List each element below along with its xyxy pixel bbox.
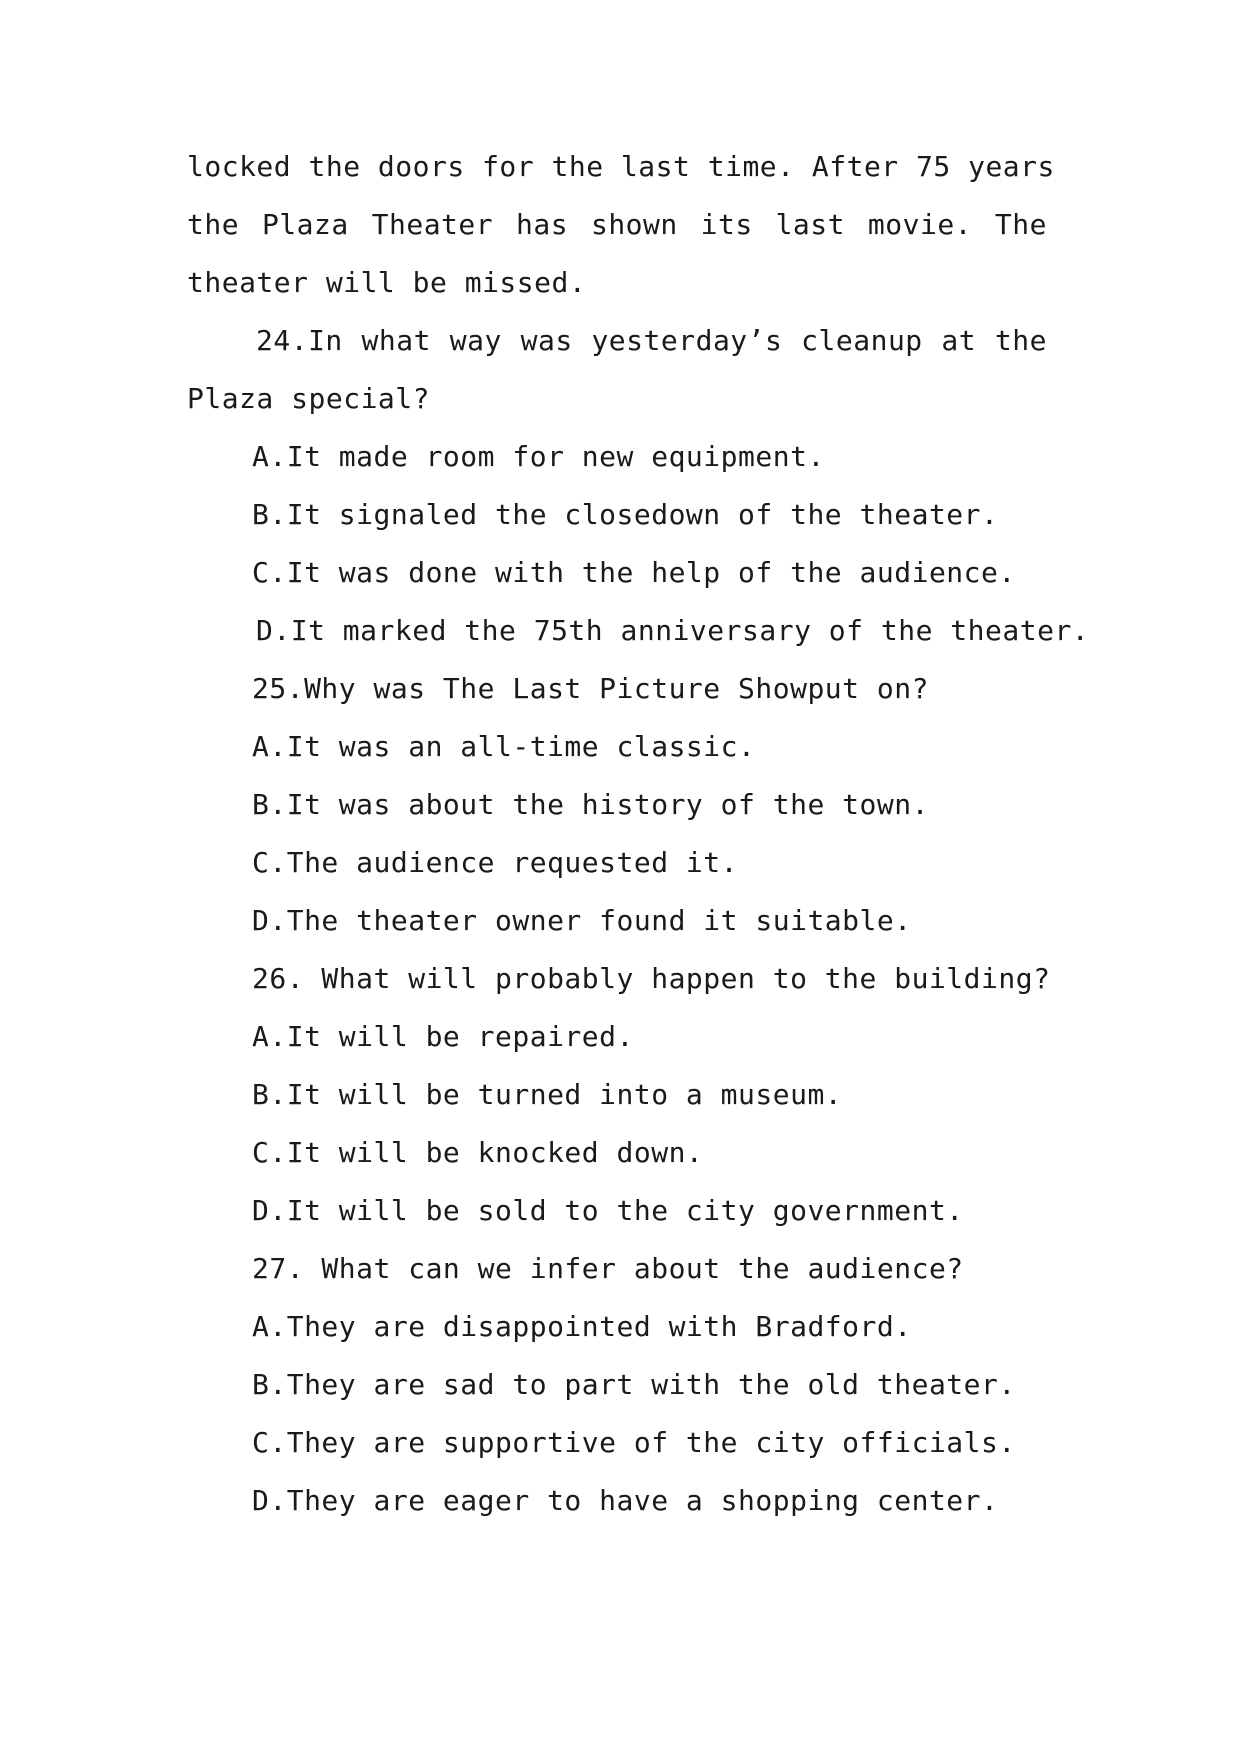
passage-line: the Plaza Theater has shown its last movie. The [187,208,1047,241]
question-24-option-b: B.It signaled the closedown of the theater. [252,498,999,531]
question-25-option-b: B.It was about the history of the town. [252,788,929,821]
passage-line: locked the doors for the last time. After 75 years [187,150,1055,183]
question-26-option-c: C.It will be knocked down. [252,1136,704,1169]
question-26-option-b: B.It will be turned into a museum. [252,1078,843,1111]
question-25-stem: 25.Why was The Last Picture Showput on? [252,672,929,705]
question-25-option-a: A.It was an all-time classic. [252,730,756,763]
question-27-stem: 27. What can we infer about the audience? [252,1252,964,1285]
question-26-option-a: A.It will be repaired. [252,1020,634,1053]
question-24-option-c: C.It was done with the help of the audience. [252,556,1016,589]
question-25-option-d: D.The theater owner found it suitable. [252,904,912,937]
question-25-option-c: C.The audience requested it. [252,846,739,879]
question-27-option-c: C.They are supportive of the city officials. [252,1426,1016,1459]
question-26-option-d: D.It will be sold to the city government. [252,1194,964,1227]
question-26-stem: 26. What will probably happen to the building? [252,962,1051,995]
question-24-option-d: D.It marked the 75th anniversary of the theater. [256,614,1090,647]
question-24-stem-cont: Plaza special? [187,382,431,415]
question-27-option-b: B.They are sad to part with the old theater. [252,1368,1016,1401]
question-24-option-a: A.It made room for new equipment. [252,440,825,473]
question-27-option-d: D.They are eager to have a shopping center. [252,1484,999,1517]
question-24-stem: 24.In what way was yesterday’s cleanup at the [256,324,1047,357]
passage-line: theater will be missed. [187,266,587,299]
question-27-option-a: A.They are disappointed with Bradford. [252,1310,912,1343]
